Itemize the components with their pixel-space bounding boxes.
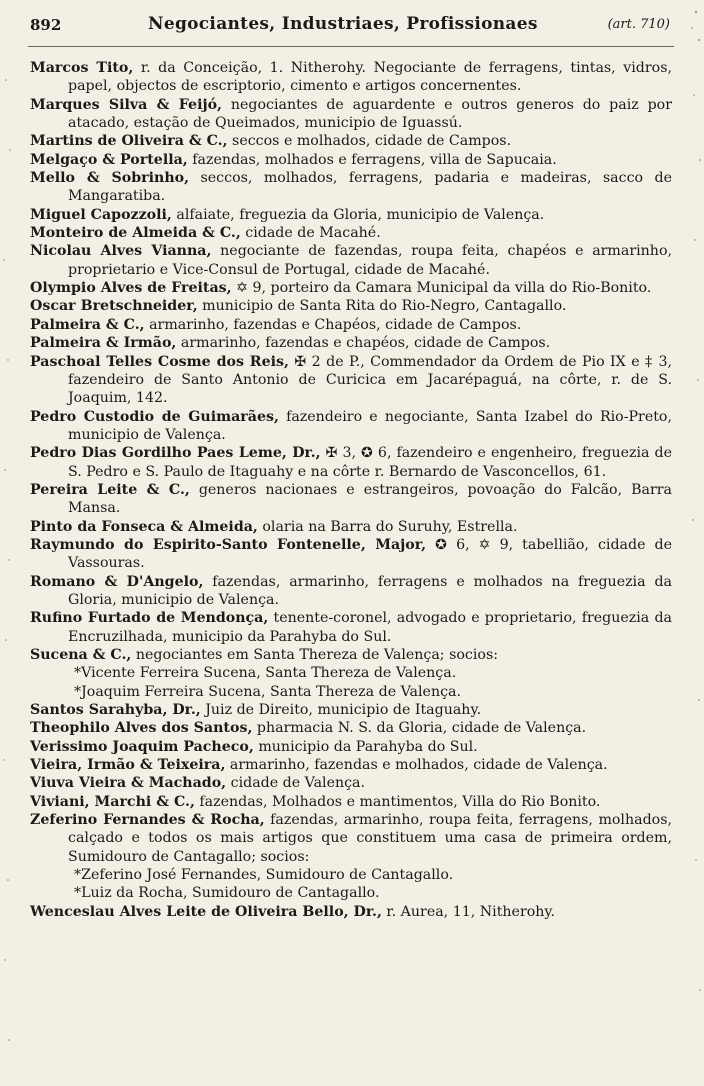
directory-entry <box>30 316 672 334</box>
directory-entry <box>30 738 672 756</box>
section-reference: (art. 710) <box>607 17 670 32</box>
entry-name: Wenceslau Alves Leite de Oliveira Bello, Dr., <box>30 903 382 920</box>
entry-text: municipio de Santa Rita do Rio-Negro, Cantagallo. <box>197 298 567 315</box>
directory-entry <box>30 279 672 297</box>
entry-text: ✠ 2 de P., Commendador da Ordem de Pio IX e ‡ 3, fazendeiro de Santo Antonio de Curicica em Jacarépaguá, na côrte, r. de S. Joaquim, 142. <box>68 353 672 407</box>
entry-text: ✡ 9, porteiro da Camara Municipal da villa do Rio-Bonito. <box>231 280 652 297</box>
entry-name: Olympio Alves de Freitas, <box>30 280 232 297</box>
page-edge-speckle <box>674 0 704 1086</box>
directory-entry <box>30 408 672 445</box>
entry-text: fazendas, molhados e ferragens, villa de Sapucaia. <box>187 151 557 168</box>
directory-entry <box>30 206 672 224</box>
entry-name: Nicolau Alves Vianna, <box>30 243 212 260</box>
entry-text: cidade de Macahé. <box>240 225 381 242</box>
entry-name: Marques Silva & Feijó, <box>30 96 222 113</box>
entry-name: Zeferino Fernandes & Rocha, <box>30 812 265 829</box>
partner-subentry: *Luiz da Rocha, Sumidouro de Cantagallo. <box>74 885 380 902</box>
entry-name: Romano & D'Angelo, <box>30 573 204 590</box>
directory-entry <box>30 169 672 206</box>
directory-entry <box>30 573 672 610</box>
directory-entry <box>30 297 672 315</box>
entry-text: seccos, molhados, ferragens, padaria e madeiras, sacco de Mangaratiba. <box>68 170 672 205</box>
directory-entry <box>30 59 672 96</box>
entry-text: fazendas, armarinho, roupa feita, ferragens, molhados, calçado e todos os mais artigos que constituem uma casa de primeira ordem, Sumidouro de Cantagallo; socios: <box>68 812 672 865</box>
entry-text: r. Aurea, 11, Nitherohy. <box>381 903 556 920</box>
entry-name: Sucena & C., <box>30 647 132 663</box>
directory-entry <box>30 334 672 352</box>
directory-entry <box>30 756 672 774</box>
directory-entry <box>30 811 672 866</box>
entry-text: seccos e molhados, cidade de Campos. <box>227 133 512 150</box>
directory-entry <box>30 444 672 481</box>
directory-entry <box>30 481 672 518</box>
entry-text: r. da Conceição, 1. Nitherohy. Negociante de ferragens, tintas, vidros, papel, objectos de escriptorio, cimento e artigos concernentes. <box>68 60 672 95</box>
entry-name: Pereira Leite & C., <box>30 481 190 498</box>
entry-text: pharmacia N. S. da Gloria, cidade de Valença. <box>252 720 587 737</box>
entry-name: Vieira, Irmão & Teixeira, <box>30 757 226 774</box>
directory-entry <box>30 903 672 921</box>
entry-name: Verissimo Joaquim Pacheco, <box>30 738 254 755</box>
entry-text: alfaiate, freguezia da Gloria, municipio de Valença. <box>171 206 545 223</box>
entry-name: Miguel Capozzoli, <box>30 206 172 223</box>
directory-entry <box>30 774 672 792</box>
entry-name: Viuva Vieira & Machado, <box>30 775 227 792</box>
directory-entry <box>30 701 672 719</box>
entry-text: armarinho, fazendas e Chapéos, cidade de Campos. <box>144 316 522 333</box>
directory-entry <box>30 151 672 169</box>
entry-name: Raymundo do Espirito-Santo Fontenelle, Major, <box>30 536 427 553</box>
entry-text: fazendas, Molhados e mantimentos, Villa do Rio Bonito. <box>194 793 601 810</box>
entry-name: Palmeira & Irmão, <box>30 335 177 352</box>
entry-name: Mello & Sobrinho, <box>30 170 190 187</box>
partner-subentry: *Vicente Ferreira Sucena, Santa Thereza de Valença. <box>74 665 457 682</box>
directory-entry <box>30 242 672 279</box>
directory-entry <box>30 96 672 133</box>
entry-text: generos nacionaes e estrangeiros, povoação do Falcão, Barra Mansa. <box>68 481 672 517</box>
running-title: Negociantes, Industriaes, Profissionaes <box>148 14 538 34</box>
page-edge-speckle-left <box>0 0 26 1086</box>
entry-text: cidade de Valença. <box>226 775 366 792</box>
entry-text: ✪ 6, ✡ 9, tabellião, cidade de Vassouras. <box>68 536 672 572</box>
entry-name: Pedro Dias Gordilho Paes Leme, Dr., <box>30 445 321 462</box>
entry-name: Oscar Bretschneider, <box>30 298 198 315</box>
entry-name: Rufino Furtado de Mendonça, <box>30 610 269 627</box>
entry-name: Pedro Custodio de Guimarães, <box>30 408 279 425</box>
partner-subentry: *Joaquim Ferreira Sucena, Santa Thereza de Valença. <box>74 683 462 700</box>
entry-name: Palmeira & C., <box>30 316 145 333</box>
directory-entry <box>30 132 672 150</box>
entry-name: Paschoal Telles Cosme dos Reis, <box>30 353 289 370</box>
entry-name: Santos Sarahyba, Dr., <box>30 702 201 719</box>
directory-entry <box>30 518 672 536</box>
entry-name: Martins de Oliveira & C., <box>30 133 228 150</box>
directory-entries <box>30 59 672 921</box>
header-rule <box>28 46 674 47</box>
entry-text: ✠ 3, ✪ 6, fazendeiro e engenheiro, freguezia de S. Pedro e S. Paulo de Itaguahy e na côrte r. Bernardo de Vasconcellos, 61. <box>68 445 672 480</box>
entry-text: negociantes em Santa Thereza de Valença; socios: <box>131 647 499 663</box>
directory-entry <box>30 224 672 242</box>
directory-entry <box>30 609 672 646</box>
entry-text: armarinho, fazendas e chapéos, cidade de Campos. <box>176 335 551 352</box>
entry-text: olaria na Barra do Suruhy, Estrella. <box>257 518 518 535</box>
entry-name: Melgaço & Portella, <box>30 151 188 168</box>
entry-name: Viviani, Marchi & C., <box>30 793 195 810</box>
entry-name: Marcos Tito, <box>30 60 134 76</box>
entry-text: negociante de fazendas, roupa feita, chapéos e armarinho, proprietario e Vice-Consul de Portugal, cidade de Macahé. <box>68 243 672 278</box>
directory-entry <box>30 536 672 573</box>
directory-entry <box>30 793 672 811</box>
directory-entry <box>30 353 672 408</box>
entry-text: municipio da Parahyba do Sul. <box>253 738 478 755</box>
directory-entry <box>30 646 672 664</box>
entry-text: fazendeiro e negociante, Santa Izabel do Rio-Preto, municipio de Valença. <box>68 408 672 443</box>
page-header <box>30 14 670 40</box>
entry-text: armarinho, fazendas e molhados, cidade de Valença. <box>225 757 608 774</box>
entry-name: Monteiro de Almeida & C., <box>30 225 241 242</box>
entry-text: fazendas, armarinho, ferragens e molhados na freguezia da Gloria, municipio de Valença. <box>68 573 672 608</box>
entry-name: Theophilo Alves dos Santos, <box>30 720 253 737</box>
partner-subentry: *Zeferino José Fernandes, Sumidouro de Cantagallo. <box>74 867 454 884</box>
entry-text: Juiz de Direito, municipio de Itaguahy. <box>200 702 482 719</box>
directory-entry <box>30 719 672 737</box>
entry-text: negociantes de aguardente e outros generos do paiz por atacado, estação de Queimados, municipio de Iguassú. <box>68 96 672 132</box>
entry-text: tenente-coronel, advogado e proprietario, freguezia da Encruzilhada, municipio da Parahyba do Sul. <box>68 610 672 645</box>
page-number: 892 <box>30 16 62 34</box>
entry-name: Pinto da Fonseca & Almeida, <box>30 518 258 535</box>
